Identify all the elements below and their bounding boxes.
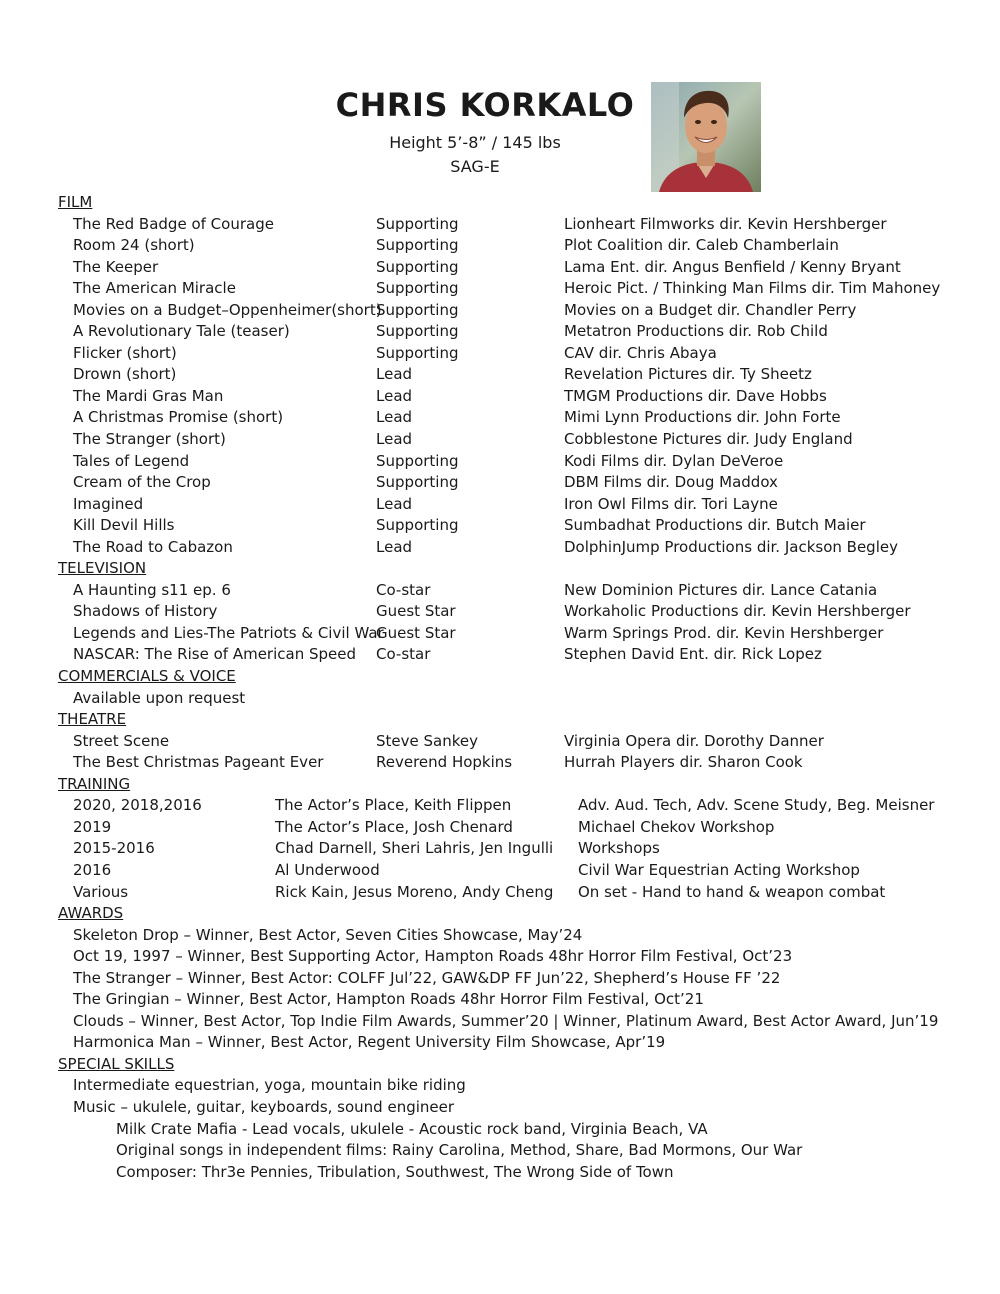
award-line: Oct 19, 1997 – Winner, Best Supporting Actor, Hampton Roads 48hr Horror Film Festival, Oct’23: [73, 947, 793, 966]
film-credit-row-col-1: The Road to Cabazon: [73, 537, 233, 556]
film-credit-row-col-2: Supporting: [376, 473, 459, 492]
training-row-col-3: Michael Chekov Workshop: [578, 817, 775, 836]
film-credit-row-col-1: A Christmas Promise (short): [73, 408, 284, 427]
film-credit-row-col-2: Supporting: [376, 236, 459, 255]
training-row-col-1: 2016: [73, 860, 112, 879]
theatre-credit-row: [58, 752, 958, 774]
film-credit-row-col-2: Lead: [376, 365, 413, 384]
television-credit-row-col-1: Shadows of History: [73, 602, 218, 621]
television-credit-row-col-1: NASCAR: The Rise of American Speed: [73, 645, 356, 664]
television-credit-row: [58, 644, 958, 666]
film-credit-row: [58, 364, 958, 386]
awards-heading: AWARDS: [58, 904, 124, 923]
training-row-col-2: Al Underwood: [275, 860, 380, 879]
training-row-col-2: Chad Darnell, Sheri Lahris, Jen Ingulli: [275, 839, 554, 858]
television-credit-row-col-1: A Haunting s11 ep. 6: [73, 580, 231, 599]
training-row: [58, 838, 958, 860]
film-credit-row: [58, 278, 958, 300]
training-row-col-3: On set - Hand to hand & weapon combat: [578, 882, 886, 901]
film-credit-row-col-1: Tales of Legend: [73, 451, 190, 470]
film-credit-row-col-1: The Mardi Gras Man: [73, 386, 224, 405]
training-row: [58, 860, 958, 882]
music-detail-line: Milk Crate Mafia - Lead vocals, ukulele - Acoustic rock band, Virginia Beach, VA: [116, 1119, 708, 1138]
theatre-heading: THEATRE: [58, 710, 127, 729]
skills-heading: SPECIAL SKILLS: [58, 1054, 175, 1073]
training-row-col-3: Adv. Aud. Tech, Adv. Scene Study, Beg. Meisner: [578, 796, 935, 815]
film-credit-row-col-2: Supporting: [376, 257, 459, 276]
film-credit-row-col-3: TMGM Productions dir. Dave Hobbs: [564, 386, 827, 405]
skill-line: Intermediate equestrian, yoga, mountain bike riding: [73, 1076, 466, 1095]
film-credit-row-col-2: Supporting: [376, 516, 459, 535]
film-credit-row: [58, 451, 958, 473]
film-credit-row-col-1: Movies on a Budget–Oppenheimer(short): [73, 300, 382, 319]
film-credit-row: [58, 537, 958, 559]
film-credit-row: [58, 321, 958, 343]
film-credit-row-col-3: Iron Owl Films dir. Tori Layne: [564, 494, 778, 513]
training-row-col-2: Rick Kain, Jesus Moreno, Andy Cheng: [275, 882, 554, 901]
film-credit-row-col-1: Cream of the Crop: [73, 473, 211, 492]
television-credit-row-col-3: New Dominion Pictures dir. Lance Catania: [564, 580, 878, 599]
training-row: [58, 882, 958, 904]
film-credit-row-col-2: Supporting: [376, 451, 459, 470]
film-credit-row: [58, 235, 958, 257]
film-credit-row-col-3: DolphinJump Productions dir. Jackson Begley: [564, 537, 898, 556]
film-credit-row: [58, 494, 958, 516]
film-credit-row-col-1: Drown (short): [73, 365, 177, 384]
training-row-col-1: 2020, 2018,2016: [73, 796, 202, 815]
music-details-list: [58, 1119, 958, 1184]
film-credit-row-col-2: Supporting: [376, 300, 459, 319]
film-credit-row-col-1: Room 24 (short): [73, 236, 195, 255]
film-credit-row-col-2: Lead: [376, 494, 413, 513]
theatre-credit-row-col-2: Reverend Hopkins: [376, 753, 513, 772]
film-credit-row-col-3: Plot Coalition dir. Caleb Chamberlain: [564, 236, 839, 255]
award-line: Harmonica Man – Winner, Best Actor, Regent University Film Showcase, Apr’19: [73, 1033, 666, 1052]
television-credit-row-col-1: Legends and Lies-The Patriots & Civil War: [73, 623, 384, 642]
film-credit-row: [58, 386, 958, 408]
television-credit-row-col-2: Co-star: [376, 645, 431, 664]
theatre-credit-row-col-2: Steve Sankey: [376, 731, 478, 750]
television-credit-row: [58, 580, 958, 602]
award-line: The Gringian – Winner, Best Actor, Hampton Roads 48hr Horror Film Festival, Oct’21: [73, 990, 704, 1009]
film-credit-row-col-1: The Stranger (short): [73, 430, 226, 449]
film-credit-row: [58, 407, 958, 429]
film-credit-row-col-1: The American Miracle: [73, 279, 236, 298]
theatre-credit-row-col-3: Virginia Opera dir. Dorothy Danner: [564, 731, 824, 750]
film-list: [58, 214, 958, 559]
film-credit-row-col-3: Cobblestone Pictures dir. Judy England: [564, 430, 853, 449]
music-detail-line: Composer: Thr3e Pennies, Tribulation, Southwest, The Wrong Side of Town: [116, 1162, 674, 1181]
union-status: SAG-E: [450, 157, 500, 176]
actor-name: CHRIS KORKALO: [335, 86, 635, 124]
film-credit-row: [58, 429, 958, 451]
skills-list: [58, 1075, 958, 1118]
training-row-col-2: The Actor’s Place, Keith Flippen: [275, 796, 512, 815]
film-credit-row-col-2: Lead: [376, 386, 413, 405]
awards-list: [58, 925, 958, 1054]
television-credit-row-col-2: Guest Star: [376, 623, 456, 642]
television-list: [58, 580, 958, 666]
film-credit-row-col-1: The Keeper: [73, 257, 159, 276]
award-line: Clouds – Winner, Best Actor, Top Indie Film Awards, Summer’20 | Winner, Platinum Award, Best Actor Award, Jun’19: [73, 1011, 939, 1030]
film-credit-row-col-1: Flicker (short): [73, 343, 177, 362]
training-heading: TRAINING: [58, 774, 131, 793]
television-credit-row: [58, 601, 958, 623]
film-credit-row-col-3: Heroic Pict. / Thinking Man Films dir. Tim Mahoney: [564, 279, 941, 298]
television-credit-row-col-3: Workaholic Productions dir. Kevin Hershberger: [564, 602, 911, 621]
training-row-col-1: 2015-2016: [73, 839, 155, 858]
theatre-credit-row-col-1: Street Scene: [73, 731, 170, 750]
film-credit-row: [58, 300, 958, 322]
television-credit-row: [58, 623, 958, 645]
music-detail-line: Original songs in independent films: Rainy Carolina, Method, Share, Bad Mormons, Our War: [116, 1141, 803, 1160]
film-credit-row-col-3: Mimi Lynn Productions dir. John Forte: [564, 408, 841, 427]
film-credit-row-col-2: Lead: [376, 430, 413, 449]
film-credit-row-col-3: Movies on a Budget dir. Chandler Perry: [564, 300, 857, 319]
theatre-credit-row: [58, 731, 958, 753]
height-weight: Height 5’-8” / 145 lbs: [389, 133, 561, 152]
training-row-col-1: 2019: [73, 817, 112, 836]
film-credit-row-col-3: DBM Films dir. Doug Maddox: [564, 473, 778, 492]
film-credit-row-col-2: Supporting: [376, 322, 459, 341]
skill-line: Music – ukulele, guitar, keyboards, sound engineer: [73, 1097, 455, 1116]
television-heading: TELEVISION: [58, 559, 147, 578]
training-row: [58, 795, 958, 817]
film-credit-row-col-3: Lama Ent. dir. Angus Benfield / Kenny Bryant: [564, 257, 901, 276]
theatre-credit-row-col-3: Hurrah Players dir. Sharon Cook: [564, 753, 803, 772]
film-credit-row-col-3: Metatron Productions dir. Rob Child: [564, 322, 828, 341]
training-row-col-2: The Actor’s Place, Josh Chenard: [275, 817, 513, 836]
resume-body: [58, 192, 958, 1183]
film-credit-row-col-1: A Revolutionary Tale (teaser): [73, 322, 290, 341]
film-credit-row-col-3: CAV dir. Chris Abaya: [564, 343, 717, 362]
film-credit-row-col-3: Revelation Pictures dir. Ty Sheetz: [564, 365, 812, 384]
film-credit-row: [58, 257, 958, 279]
film-credit-row-col-2: Supporting: [376, 279, 459, 298]
training-row-col-1: Various: [73, 882, 129, 901]
television-credit-row-col-2: Guest Star: [376, 602, 456, 621]
training-row-col-3: Workshops: [578, 839, 660, 858]
film-credit-row-col-3: Kodi Films dir. Dylan DeVeroe: [564, 451, 784, 470]
theatre-credit-row-col-1: The Best Christmas Pageant Ever: [73, 753, 324, 772]
commercials-heading: COMMERCIALS & VOICE: [58, 667, 236, 686]
film-credit-row: [58, 472, 958, 494]
film-credit-row-col-2: Lead: [376, 408, 413, 427]
television-credit-row-col-2: Co-star: [376, 580, 431, 599]
award-line: The Stranger – Winner, Best Actor: COLFF Jul’22, GAW&DP FF Jun’22, Shepherd’s House FF ’22: [73, 968, 781, 987]
commercials-text: Available upon request: [73, 688, 246, 707]
film-credit-row-col-2: Supporting: [376, 343, 459, 362]
headshot-photo: [651, 82, 761, 192]
film-credit-row: [58, 343, 958, 365]
film-credit-row-col-1: Imagined: [73, 494, 144, 513]
training-row-col-3: Civil War Equestrian Acting Workshop: [578, 860, 860, 879]
film-credit-row: [58, 515, 958, 537]
theatre-list: [58, 731, 958, 774]
television-credit-row-col-3: Warm Springs Prod. dir. Kevin Hershberger: [564, 623, 884, 642]
film-credit-row-col-3: Lionheart Filmworks dir. Kevin Hershberger: [564, 214, 887, 233]
film-credit-row-col-2: Supporting: [376, 214, 459, 233]
award-line: Skeleton Drop – Winner, Best Actor, Seven Cities Showcase, May’24: [73, 925, 583, 944]
film-credit-row-col-1: Kill Devil Hills: [73, 516, 175, 535]
television-credit-row-col-3: Stephen David Ent. dir. Rick Lopez: [564, 645, 822, 664]
film-credit-row-col-1: The Red Badge of Courage: [73, 214, 274, 233]
training-list: [58, 795, 958, 903]
film-credit-row-col-3: Sumbadhat Productions dir. Butch Maier: [564, 516, 866, 535]
film-credit-row: [58, 214, 958, 236]
training-row: [58, 817, 958, 839]
film-heading: FILM: [58, 193, 93, 211]
film-credit-row-col-2: Lead: [376, 537, 413, 556]
